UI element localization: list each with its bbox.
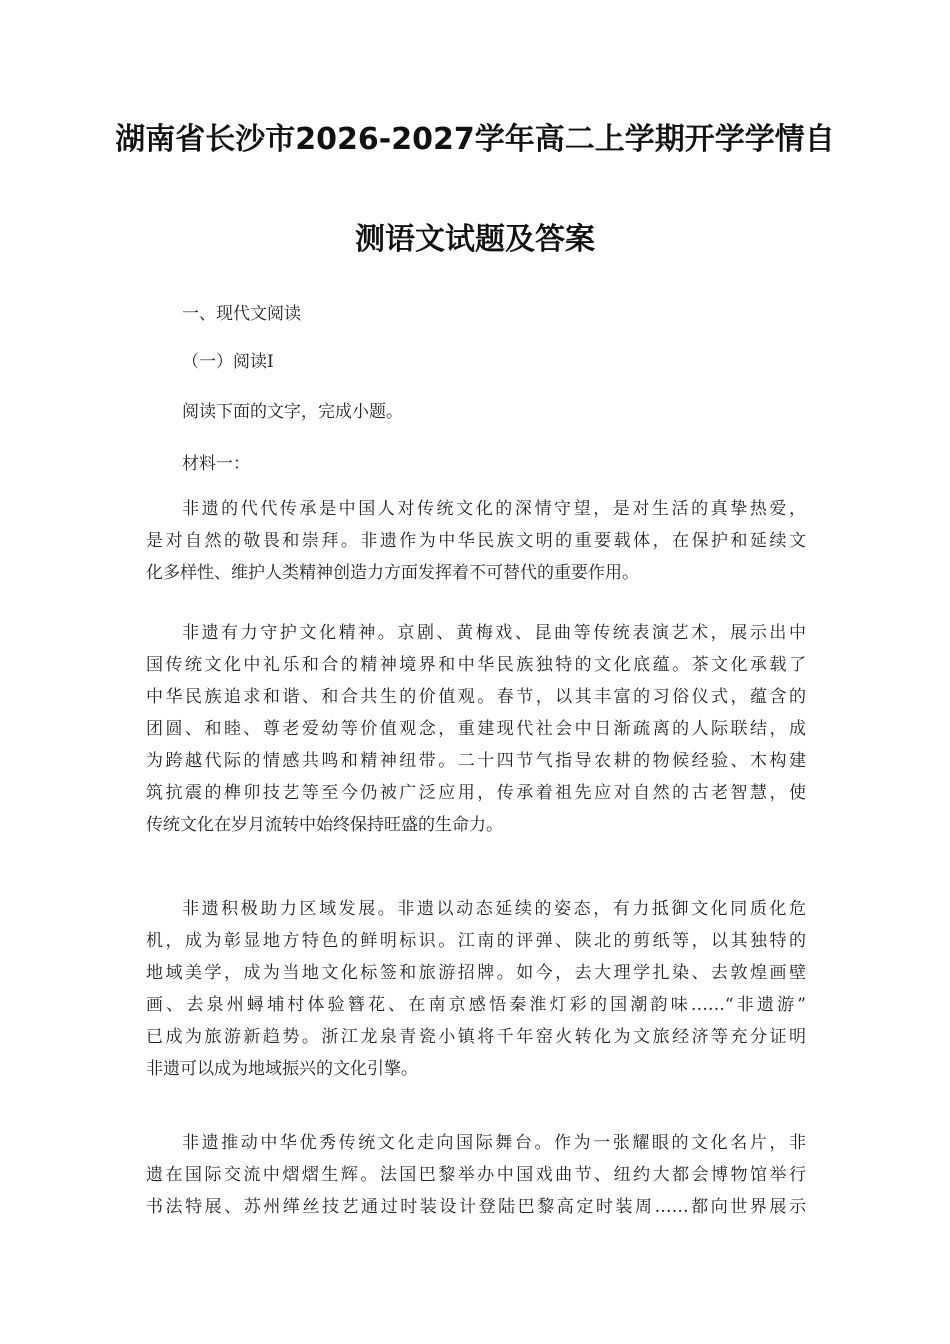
document-title-line-1: 湖南省长沙市2026-2027学年高二上学期开学学情自 xyxy=(115,122,835,157)
paragraph xyxy=(146,893,806,1085)
paragraph-line: 中华民族追求和谐、和合共生的价值观。春节，以其丰富的习俗仪式，蕴含的 xyxy=(146,687,806,707)
paragraph-line: 非遗推动中华优秀传统文化走向国际舞台。作为一张耀眼的文化名片，非 xyxy=(182,1133,806,1153)
paragraph-line: 国传统文化中礼乐和合的精神境界和中华民族独特的文化底蕴。茶文化承载了 xyxy=(146,655,806,675)
paragraph-line: 筑抗震的榫卯技艺等至今仍被广泛应用，传承着祖先应对自然的古老智慧，使 xyxy=(146,783,806,803)
document-title-line-2: 测语文试题及答案 xyxy=(355,222,595,257)
section-heading: 一、现代文阅读 xyxy=(182,304,301,324)
paragraph-line: 非遗的代代传承是中国人对传统文化的深情守望，是对生活的真挚热爱， xyxy=(182,499,806,519)
paragraph-line: 画、去泉州蟳埔村体验簪花、在南京感悟秦淮灯彩的国潮韵味……“非遗游” xyxy=(146,995,806,1015)
paragraph xyxy=(146,493,806,589)
paragraph-line: 书法特展、苏州缂丝技艺通过时装设计登陆巴黎高定时装周……都向世界展示 xyxy=(146,1197,806,1217)
paragraph-line: 机，成为彰显地方特色的鲜明标识。江南的评弹、陕北的剪纸等，以其独特的 xyxy=(146,931,806,951)
paragraph-line: 非遗积极助力区域发展。非遗以动态延续的姿态，有力抵御文化同质化危 xyxy=(182,899,806,919)
paragraph-line: 非遗可以成为地域振兴的文化引擎。 xyxy=(146,1059,418,1079)
paragraph-line: 传统文化在岁月流转中始终保持旺盛的生命力。 xyxy=(146,815,503,835)
paragraph-line: 地域美学，成为当地文化标签和旅游招牌。如今，去大理学扎染、去敦煌画壁 xyxy=(146,963,806,983)
material-label: 材料一： xyxy=(182,454,250,474)
paragraph-line: 遗在国际交流中熠熠生辉。法国巴黎举办中国戏曲节、纽约大都会博物馆举行 xyxy=(146,1165,806,1185)
paragraph-line: 化多样性、维护人类精神创造力方面发挥着不可替代的重要作用。 xyxy=(146,563,639,583)
paragraph xyxy=(146,1127,806,1223)
paragraph xyxy=(146,617,806,841)
paragraph-line: 已成为旅游新趋势。浙江龙泉青瓷小镇将千年窑火转化为文旅经济等充分证明 xyxy=(146,1027,806,1047)
paragraph-line: 团圆、和睦、尊老爱幼等价值观念，重建现代社会中日渐疏离的人际联结，成 xyxy=(146,719,806,739)
subsection-heading: （一）阅读I xyxy=(182,352,274,372)
instruction-text: 阅读下面的文字，完成小题。 xyxy=(182,402,403,422)
paragraph-line: 为跨越代际的情感共鸣和精神纽带。二十四节气指导农耕的物候经验、木构建 xyxy=(146,751,806,771)
paragraph-line: 非遗有力守护文化精神。京剧、黄梅戏、昆曲等传统表演艺术，展示出中 xyxy=(182,623,806,643)
paragraph-line: 是对自然的敬畏和崇拜。非遗作为中华民族文明的重要载体，在保护和延续文 xyxy=(146,531,806,551)
